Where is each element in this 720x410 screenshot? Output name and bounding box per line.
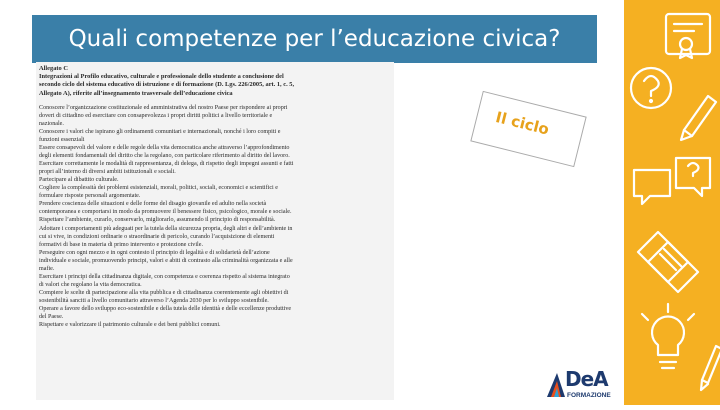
lightbulb-icon [642, 304, 694, 368]
doc-body-line: Operare a favore dello sviluppo eco-sostenibile e della tutela delle identità e delle eccellenze produttive [39, 305, 292, 312]
doc-body-line: di valori che regolano la vita democratica. [39, 281, 142, 288]
doc-body-line: Esercitare correttamente le modalità di rappresentanza, di delega, di rispetto degli impegni assunti e fatti [39, 161, 294, 168]
callout-label: Il ciclo [493, 108, 551, 139]
doc-heading-line: secondo ciclo del sistema educativo di istruzione e di formazione (D. Lgs. 226/2005, art. 1, c. 5, [39, 81, 295, 89]
certificate-icon [666, 14, 710, 58]
doc-body-line: formativi di base in materia di primo intervento e protezione civile. [39, 241, 203, 248]
logo-mark-icon [545, 369, 567, 399]
slide-title: Quali competenze per l’educazione civica? [32, 15, 597, 63]
dea-formazione-logo [545, 365, 617, 403]
decorative-sidebar [624, 0, 720, 405]
doc-body-line: Perseguire con ogni mezzo e in ogni contesto il principio di legalità e di solidarietà dell’azione [39, 249, 270, 256]
sidebar-illustration [624, 0, 720, 405]
doc-body-line: Adottare i comportamenti più adeguati per la tutela della sicurezza propria, degli altri e dell’ambiente in [39, 225, 293, 232]
doc-body-line: Rispettare l’ambiente, curarlo, conservarlo, migliorarlo, assumendo il principio di responsabilità. [39, 217, 276, 224]
doc-body-line: doveri di cittadino ed esercitare con consapevolezza i propri diritti politici a livello territoriale e [39, 112, 273, 119]
doc-body-line: mafie. [39, 265, 55, 272]
pen-icon [701, 346, 720, 390]
doc-body-line: Conoscere l’organizzazione costituzionale ed amministrativa del nostro Paese per rispondere ai propri [39, 104, 288, 111]
doc-body-line: propri all’interno di diversi ambiti istituzionali e sociali. [39, 169, 176, 176]
callout-box [470, 91, 586, 167]
doc-body-line: Conoscere i valori che ispirano gli ordinamenti comunitari e internazionali, nonché i loro compiti e [39, 128, 281, 135]
doc-body-line: Cogliere la complessità dei problemi esistenziali, morali, politici, sociali, economici e scientifici e [39, 185, 278, 192]
document-excerpt [36, 62, 394, 400]
question-mark-icon [631, 68, 671, 108]
logo-sub: FORMAZIONE [567, 392, 611, 399]
doc-body-line: Essere consapevoli del valore e delle regole della vita democratica anche attraverso l’approfondimento [39, 145, 290, 152]
speech-bubble-question-icon [634, 158, 710, 204]
doc-body-line: formulare risposte personali argomentate. [39, 193, 141, 200]
doc-body-line: funzioni essenziali [39, 137, 85, 143]
doc-body-line: Compiere le scelte di partecipazione alla vita pubblica e di cittadinanza coerentemente agli obiettivi di [39, 289, 289, 296]
doc-heading-line: Integrazioni al Profilo educativo, culturale e professionale dello studente a conclusione del [39, 73, 284, 81]
doc-body-line: cui si vive, in condizioni ordinarie o straordinarie di pericolo, curando l’acquisizione di elementi [39, 233, 275, 240]
doc-body-line: individuale e sociale, promuovendo principi, valori e abiti di contrasto alla criminalità organizzata e alle [39, 257, 293, 264]
doc-body-line: sostenibilità sanciti a livello comunitario attraverso l’Agenda 2030 per lo sviluppo sostenibile. [39, 297, 269, 304]
doc-body-line: contemporanea e comportarsi in modo da promuovere il benessere fisico, psicologico, morale e sociale. [39, 209, 292, 216]
doc-body-line: nazionale. [39, 120, 64, 127]
pencil-icon [681, 96, 716, 140]
doc-body-line: degli elementi fondamentali del diritto che la regolano, con particolare riferimento al diritto del lavoro. [39, 153, 290, 160]
doc-body-line: Prendere coscienza delle situazioni e delle forme del disagio giovanile ed adulto nella società [39, 201, 267, 208]
doc-heading-line: Allegato C [39, 65, 68, 72]
doc-heading-line: Allegato A), riferite all’insegnamento trasversale dell’educazione civica [39, 89, 233, 97]
doc-body-line: del Paese. [39, 314, 64, 321]
doc-body-line: Partecipare al dibattito culturale. [39, 177, 119, 184]
doc-body-line: Esercitare i principi della cittadinanza digitale, con competenza e coerenza rispetto al sistema integrato [39, 273, 290, 280]
doc-body-line: Rispettare e valorizzare il patrimonio culturale e dei beni pubblici comuni. [39, 322, 221, 329]
logo-brand: DeA [565, 367, 608, 391]
documents-icon [638, 232, 698, 292]
